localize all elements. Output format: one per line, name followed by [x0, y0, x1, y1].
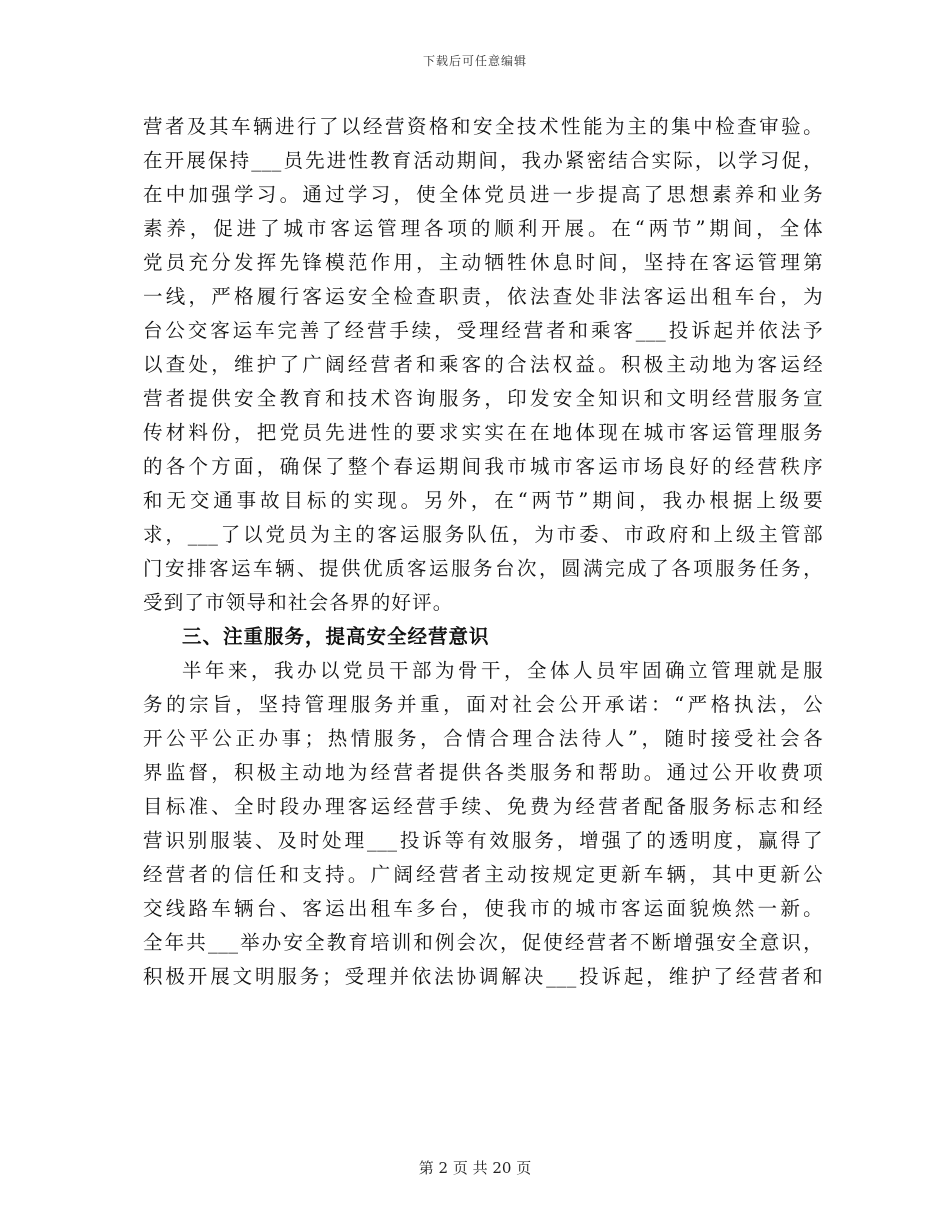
- document-body: [143, 110, 823, 994]
- body-line: 营者提供安全教育和技术咨询服务，印发安全知识和文明经营服务宣: [143, 387, 823, 410]
- body-line: 素养，促进了城市客运管理各项的顺利开展。在“两节”期间，全体: [143, 217, 823, 240]
- body-line: 营者及其车辆进行了以经营资格和安全技术性能为主的集中检查审验。: [143, 115, 823, 138]
- body-line: 以查处，维护了广阔经营者和乘客的合法权益。积极主动地为客运经: [143, 353, 823, 376]
- body-line: 门安排客运车辆、提供优质客运服务台次，圆满完成了各项服务任务，: [143, 557, 823, 580]
- section-line: 界监督，积极主动地为经营者提供各类服务和帮助。通过公开收费项: [143, 761, 823, 784]
- section-line: 务的宗旨，坚持管理服务并重，面对社会公开承诺：“严格执法，公: [143, 693, 823, 716]
- body-line: 在中加强学习。通过学习，使全体党员进一步提高了思想素养和业务: [143, 183, 823, 206]
- body-line: 受到了市领导和社会各界的好评。: [143, 591, 454, 614]
- body-line: 传材料份，把党员先进性的要求实实在在地体现在城市客运管理服务: [143, 421, 823, 444]
- body-line: 台公交客运车完善了经营手续，受理经营者和乘客___投诉起并依法予: [143, 319, 823, 342]
- body-line: 在开展保持___员先进性教育活动期间，我办紧密结合实际，以学习促，: [143, 149, 823, 172]
- section-line: 营识别服装、及时处理___投诉等有效服务，增强了的透明度，赢得了: [143, 829, 823, 852]
- page-number: 第 2 页 共 20 页: [418, 1159, 532, 1177]
- page-header: 下载后可任意编辑: [422, 54, 527, 68]
- body-line: 的各个方面，确保了整个春运期间我市城市客运市场良好的经营秩序: [143, 455, 823, 478]
- body-line: 一线，严格履行客运安全检查职责，依法查处非法客运出租车台，为: [143, 285, 823, 308]
- section-line: 积极开展文明服务；受理并依法协调解决___投诉起，维护了经营者和: [143, 965, 823, 988]
- section-line: 交线路车辆台、客运出租车多台，使我市的城市客运面貌焕然一新。: [143, 897, 823, 920]
- section-line: 半年来，我办以党员干部为骨干，全体人员牢固确立管理就是服: [182, 659, 823, 682]
- section-line: 目标准、全时段办理客运经营手续、免费为经营者配备服务标志和经: [143, 795, 823, 818]
- body-line: 党员充分发挥先锋模范作用，主动牺牲休息时间，坚持在客运管理第: [143, 251, 823, 274]
- section-heading: 三、注重服务，提高安全经营意识: [182, 625, 490, 648]
- body-line: 和无交通事故目标的实现。另外，在“两节”期间，我办根据上级要: [143, 489, 823, 512]
- section-line: 开公平公正办事；热情服务，合情合理合法待人”，随时接受社会各: [143, 727, 823, 750]
- section-line: 经营者的信任和支持。广阔经营者主动按规定更新车辆，其中更新公: [143, 863, 823, 886]
- section-line: 全年共___举办安全教育培训和例会次，促使经营者不断增强安全意识，: [143, 931, 823, 954]
- body-line: 求，___了以党员为主的客运服务队伍，为市委、市政府和上级主管部: [143, 523, 823, 546]
